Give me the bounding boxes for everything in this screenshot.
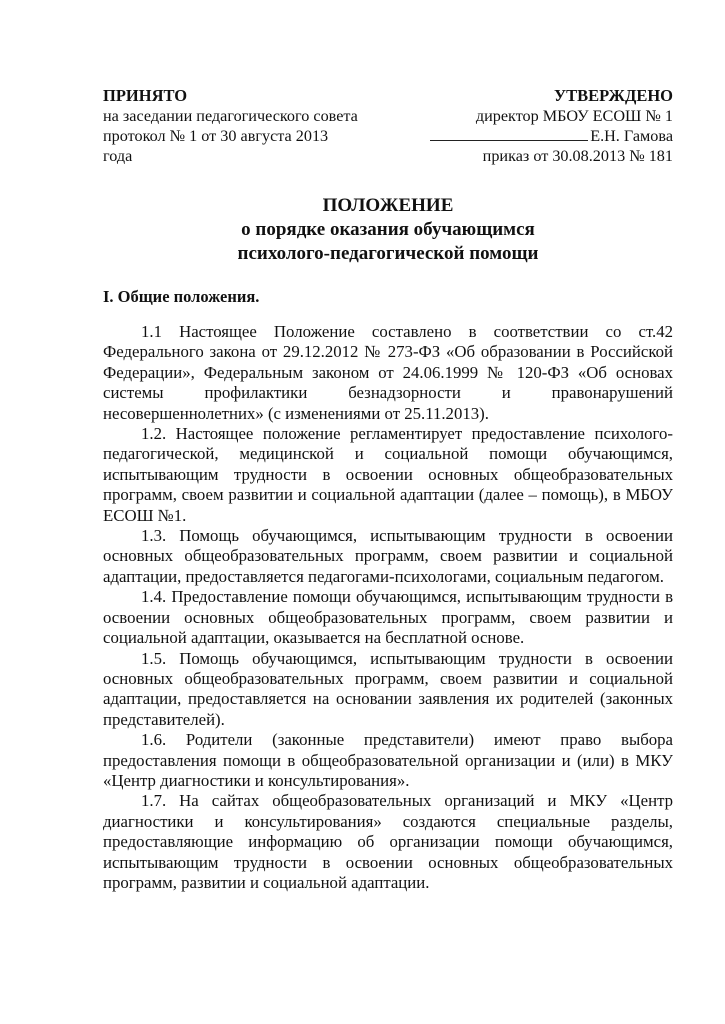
paragraph-1-6: 1.6. Родители (законные представители) имеют право выбора предоставления помощи в общеобразовательной организации и (или) в МКУ «Центр диагностики и консультирования». — [103, 730, 673, 790]
approval-header — [103, 86, 673, 166]
accepted-line-2: протокол № 1 от 30 августа 2013 — [103, 127, 329, 145]
approved-title: УТВЕРЖДЕНО — [554, 86, 673, 105]
approved-signer: Е.Н. Гамова — [590, 127, 673, 145]
approved-line-3: приказ от 30.08.2013 № 181 — [482, 147, 673, 165]
title-line-2: о порядке оказания обучающимся — [241, 219, 535, 240]
document-title — [103, 194, 673, 266]
paragraph-1-5: 1.5. Помощь обучающимся, испытывающим трудности в освоении основных общеобразовательных программ, своем развитии и социальной адаптации, предоставляется на основании заявления их родителей (законных представителей). — [103, 648, 673, 729]
accepted-line-3: года — [103, 147, 133, 165]
paragraph-1-4: 1.4. Предоставление помощи обучающимся, испытывающим трудности в освоении основных общеобразовательных программ, своем развитии и социальной адаптации, оказывается на бесплатной основе. — [103, 587, 673, 648]
document-page — [103, 86, 673, 893]
accepted-title: ПРИНЯТО — [103, 86, 188, 105]
accepted-line-1: на заседании педагогического совета — [103, 107, 358, 125]
signature-underline — [430, 126, 588, 141]
accepted-block — [103, 86, 358, 166]
approved-block — [430, 86, 673, 166]
approved-signature-line — [430, 126, 673, 146]
paragraph-1-3: 1.3. Помощь обучающимся, испытывающим трудности в освоении основных общеобразовательных программ, своем развитии и социальной адаптации, предоставляется педагогами-психологами, социальным педагогом. — [103, 526, 673, 586]
title-line-3: психолого-педагогической помощи — [237, 243, 539, 264]
section-heading: I. Общие положения. — [103, 287, 260, 306]
paragraph-1-2: 1.2. Настоящее положение регламентирует предоставление психолого-педагогической, медицинской и социальной помощи обучающимся, испытывающим трудности в освоении основных общеобразовательных программ, своем развитии и социальной адаптации (далее – помощь), в МБОУ ЕСОШ №1. — [103, 424, 673, 525]
approved-line-1: директор МБОУ ЕСОШ № 1 — [475, 107, 673, 125]
title-line-1: ПОЛОЖЕНИЕ — [322, 195, 454, 216]
paragraph-1-7: 1.7. На сайтах общеобразовательных организаций и МКУ «Центр диагностики и консультирования» создаются специальные разделы, предоставляющие информацию об организации помощи обучающимся, испытывающим трудности в освоении основных общеобразовательных программ, развитии и социальной адаптации. — [103, 791, 673, 892]
paragraph-1-1: 1.1 Настоящее Положение составлено в соответствии со ст.42 Федерального закона от 29.12.2012 № 273-ФЗ «Об образовании в Российской Федерации», Федеральным законом от 24.06.1999 № 120-ФЗ «Об основах системы профилактики безнадзорности и правонарушений несовершеннолетних» (с изменениями от 25.11.2013). — [103, 322, 673, 423]
section-body — [103, 322, 673, 893]
